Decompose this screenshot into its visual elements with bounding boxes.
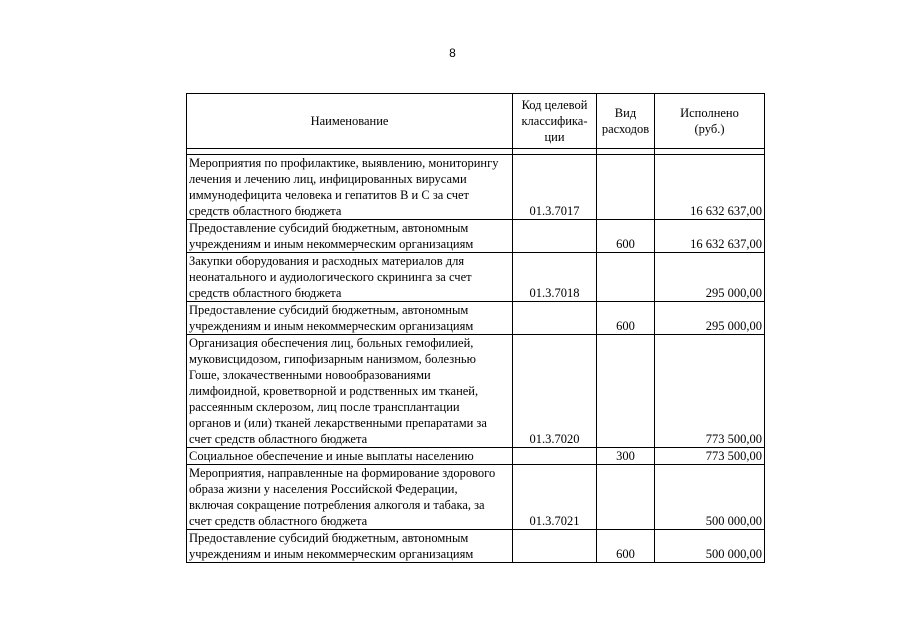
table-row	[187, 448, 765, 465]
table-row	[187, 335, 765, 448]
row-code	[513, 448, 597, 465]
row-name: Социальное обеспечение и иные выплаты населению	[187, 448, 513, 465]
row-kind: 600	[597, 220, 655, 253]
row-amount: 500 000,00	[655, 465, 765, 530]
row-code	[513, 530, 597, 563]
row-amount: 500 000,00	[655, 530, 765, 563]
row-amount: 773 500,00	[655, 448, 765, 465]
table-row	[187, 465, 765, 530]
row-kind	[597, 253, 655, 302]
row-name: Предоставление субсидий бюджетным, автономным учреждениям и иным некоммерческим организациям	[187, 302, 513, 335]
table-row	[187, 302, 765, 335]
row-amount: 16 632 637,00	[655, 220, 765, 253]
row-amount: 16 632 637,00	[655, 155, 765, 220]
page-number: 8	[449, 46, 456, 60]
row-amount: 295 000,00	[655, 253, 765, 302]
row-amount: 295 000,00	[655, 302, 765, 335]
row-name: Закупки оборудования и расходных материалов для неонатального и аудиологического скрининга за счет средств областного бюджета	[187, 253, 513, 302]
table-row	[187, 220, 765, 253]
table-row	[187, 530, 765, 563]
row-kind	[597, 465, 655, 530]
header-amount: Исполнено (руб.)	[655, 94, 765, 149]
row-code: 01.3.7017	[513, 155, 597, 220]
row-code	[513, 220, 597, 253]
header-name: Наименование	[187, 94, 513, 149]
row-kind: 600	[597, 530, 655, 563]
row-code: 01.3.7018	[513, 253, 597, 302]
row-code	[513, 302, 597, 335]
table-row	[187, 155, 765, 220]
header-row	[187, 94, 765, 149]
row-name: Предоставление субсидий бюджетным, автономным учреждениям и иным некоммерческим организациям	[187, 530, 513, 563]
table-row	[187, 253, 765, 302]
row-name: Мероприятия, направленные на формирование здорового образа жизни у населения Российской Федерации, включая сокращение потребления алкоголя и табака, за счет средств областного бюджета	[187, 465, 513, 530]
budget-table	[186, 93, 765, 563]
row-kind	[597, 155, 655, 220]
row-kind: 300	[597, 448, 655, 465]
row-amount: 773 500,00	[655, 335, 765, 448]
row-code: 01.3.7020	[513, 335, 597, 448]
row-code: 01.3.7021	[513, 465, 597, 530]
header-code: Код целевой классифика- ции	[513, 94, 597, 149]
header-kind: Вид расходов	[597, 94, 655, 149]
row-name: Организация обеспечения лиц, больных гемофилией, муковисцидозом, гипофизарным нанизмом, болезнью Гоше, злокачественными новообразованиями лимфоидной, кроветворной и родственных им тканей, рассеянным склерозом, лиц после трансплантации органов и (или) тканей лекарственными препаратами за счет средств областного бюджета	[187, 335, 513, 448]
row-kind: 600	[597, 302, 655, 335]
row-name: Мероприятия по профилактике, выявлению, мониторингу лечения и лечению лиц, инфицированных вирусами иммунодефицита человека и гепатитов В и С за счет средств областного бюджета	[187, 155, 513, 220]
row-name: Предоставление субсидий бюджетным, автономным учреждениям и иным некоммерческим организациям	[187, 220, 513, 253]
row-kind	[597, 335, 655, 448]
